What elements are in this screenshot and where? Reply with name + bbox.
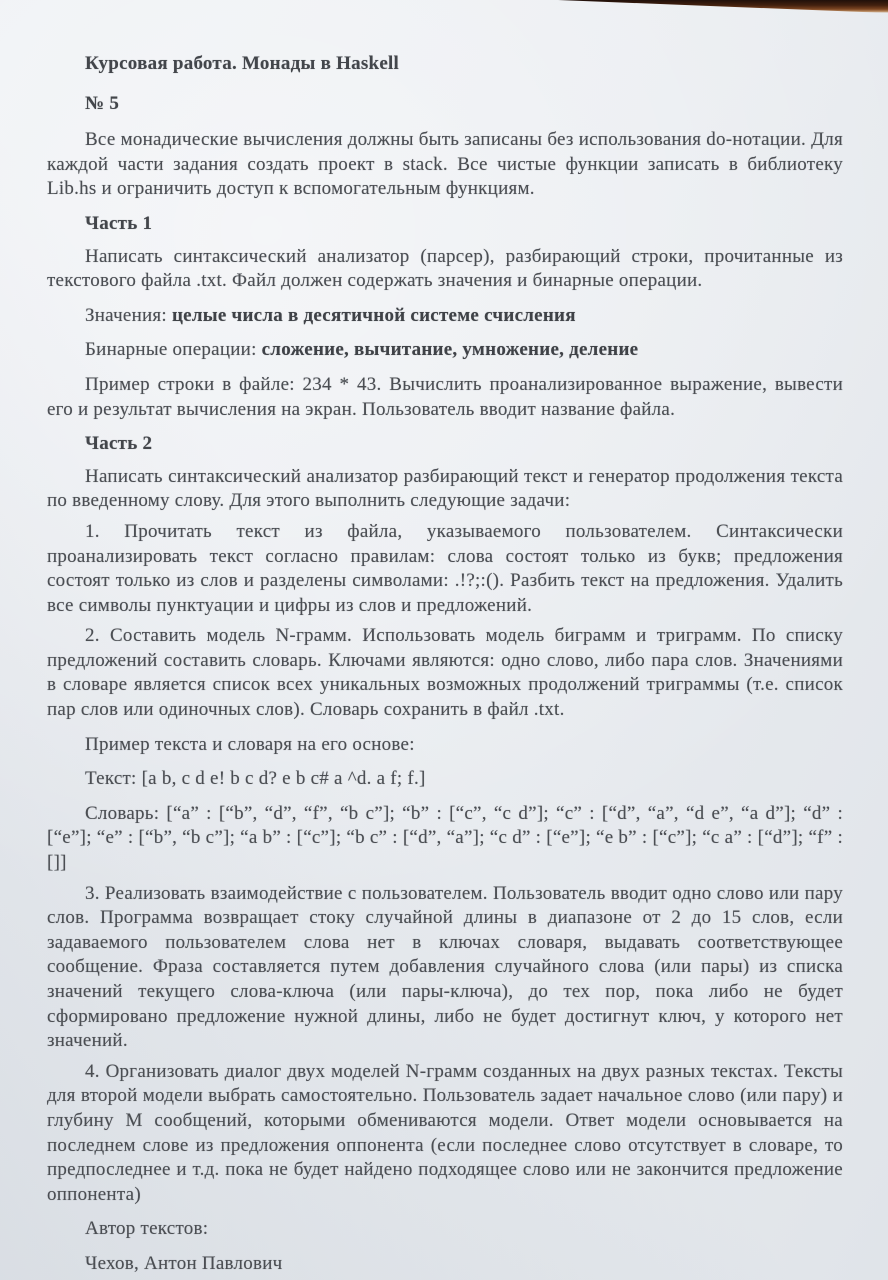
example-intro: Пример текста и словаря на его основе: (85, 733, 415, 755)
values-text: целые числа в десятичной системе счисления (171, 304, 576, 326)
author-name: Чехов, Антон Павлович (85, 1252, 283, 1274)
part1-task: Написать синтаксический анализатор (парсер), разбирающий строки, прочитанные из текстового файла .txt. Файл должен содержать значения и бинарные операции. (47, 245, 843, 292)
part2-item-4: 4. Организовать диалог двух моделей N-грамм созданных на двух разных текстах. Тексты для второй модели выбрать самостоятельно. Пользователь задает начальное слово (или пару) и глубину М сообщений, которыми обмениваются модели. Ответ модели основывается на последнем слове из предложения оппонента (если последнее слово отсутствует в словаре, то предпоследнее и т.д. пока не будет найдено подходящее слово или не закончится предложение оппонента) (47, 1060, 843, 1205)
values-label: Значения: (85, 304, 167, 326)
operations-line (47, 338, 843, 363)
variant-number: № 5 (85, 92, 120, 114)
values-line (47, 304, 843, 329)
part2-item-2: 2. Составить модель N-грамм. Использовать модель биграмм и триграмм. По списку предложений составить словарь. Ключами являются: одно слово, либо пара слов. Значениями в словаре является список всех уникальных возможных продолжений триграммы (т.е. список пар слов или одиночных слов). Словарь сохранить в файл .txt. (47, 625, 843, 721)
operations-text: сложение, вычитание, умножение, деление (261, 339, 639, 361)
part2-heading: Часть 2 (85, 433, 153, 455)
part2-item-1: 1. Прочитать текст из файла, указываемого пользователем. Синтаксически проанализировать текст согласно правилам: слова состоят только из букв; предложения состоят только из слов и разделены символами: .!?;:(). Разбить текст на предложения. Удалить все символы пунктуации и цифры из слов и предложений. (47, 520, 843, 616)
part1-example: Пример строки в файле: 234 * 43. Вычислить проанализированное выражение, вывести его и результат вычисления на экран. Пользователь вводит название файла. (47, 373, 843, 420)
document-title: Курсовая работа. Монады в Haskell (85, 53, 400, 74)
example-text-line: Текст: [a b, c d e! b c d? e b c# a ^d. a f; f.] (85, 768, 426, 790)
intro-paragraph: Все монадические вычисления должны быть записаны без использования do-нотации. Для каждой части задания создать проект в stack. Все чистые функции записать в библиотеку Lib.hs и ограничить доступ к вспомогательным функциям. (47, 129, 843, 200)
part2-task: Написать синтаксический анализатор разбирающий текст и генератор продолжения текста по введенному слову. Для этого выполнить следующие задачи: (47, 465, 843, 512)
author-label: Автор текстов: (85, 1218, 209, 1240)
operations-label: Бинарные операции: (85, 339, 257, 361)
example-dictionary-line: Словарь: [“a” : [“b”, “d”, “f”, “b c”]; “b” : [“c”, “c d”]; “c” : [“d”, “a”, “d e”, “a d”]; “d” : [“e”]; “e” : [“b”, “b c”]; “a b” : [“c”]; “b c” : [“d”, “a”]; “c d” : [“e”]; “e b” : [“c”]; “c a” : [“d”]; “f” : []] (47, 802, 843, 874)
part2-item-3: 3. Реализовать взаимодействие с пользователем. Пользователь вводит одно слово или пару слов. Программа возвращает стоку случайной длины в диапазоне от 2 до 15 слов, если задаваемого пользователем слова нет в ключах словаря, выдавать соответствующее сообщение. Фраза составляется путем добавления случайного слова (или пары) из списка значений текущего слова-ключа (или пары-ключа), до тех пор, пока либо не будет сформировано предложение нужной длины, либо не будет достигнут ключ, у которого нет значений. (47, 882, 843, 1052)
part1-heading: Часть 1 (85, 212, 153, 234)
